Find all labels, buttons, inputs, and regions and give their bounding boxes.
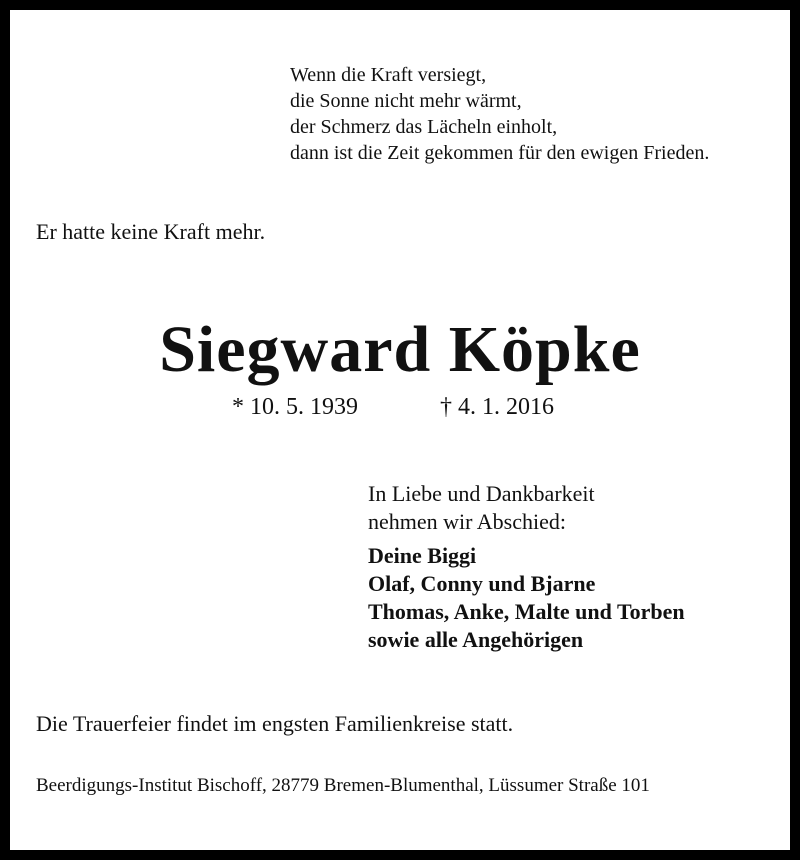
poem-line: die Sonne nicht mehr wärmt, xyxy=(290,90,522,112)
ceremony-note: Die Trauerfeier findet im engsten Familienkreise statt. xyxy=(36,711,514,736)
deceased-name: Siegward Köpke xyxy=(159,313,641,386)
mourner-entry: Thomas, Anke, Malte und Torben xyxy=(368,599,685,624)
poem-line: dann ist die Zeit gekommen für den ewigen Frieden. xyxy=(290,142,710,164)
farewell-line: nehmen wir Abschied: xyxy=(368,509,566,534)
undertaker-address: Beerdigungs-Institut Bischoff, 28779 Bremen-Blumenthal, Lüssumer Straße 101 xyxy=(36,775,650,796)
mourner-entry: sowie alle Angehörigen xyxy=(368,627,584,652)
mourner-entry: Olaf, Conny und Bjarne xyxy=(368,571,596,596)
poem-line: der Schmerz das Lächeln einholt, xyxy=(290,116,558,138)
farewell-text xyxy=(368,480,595,536)
mourners-list xyxy=(368,542,685,654)
mourner-entry: Deine Biggi xyxy=(368,543,477,568)
farewell-line: In Liebe und Dankbarkeit xyxy=(368,481,595,506)
birth-date: * 10. 5. 1939 xyxy=(232,394,358,420)
death-date: † 4. 1. 2016 xyxy=(440,394,554,420)
poem-line: Wenn die Kraft versiegt, xyxy=(290,64,487,86)
poem xyxy=(290,62,709,166)
intro-text: Er hatte keine Kraft mehr. xyxy=(36,219,266,244)
